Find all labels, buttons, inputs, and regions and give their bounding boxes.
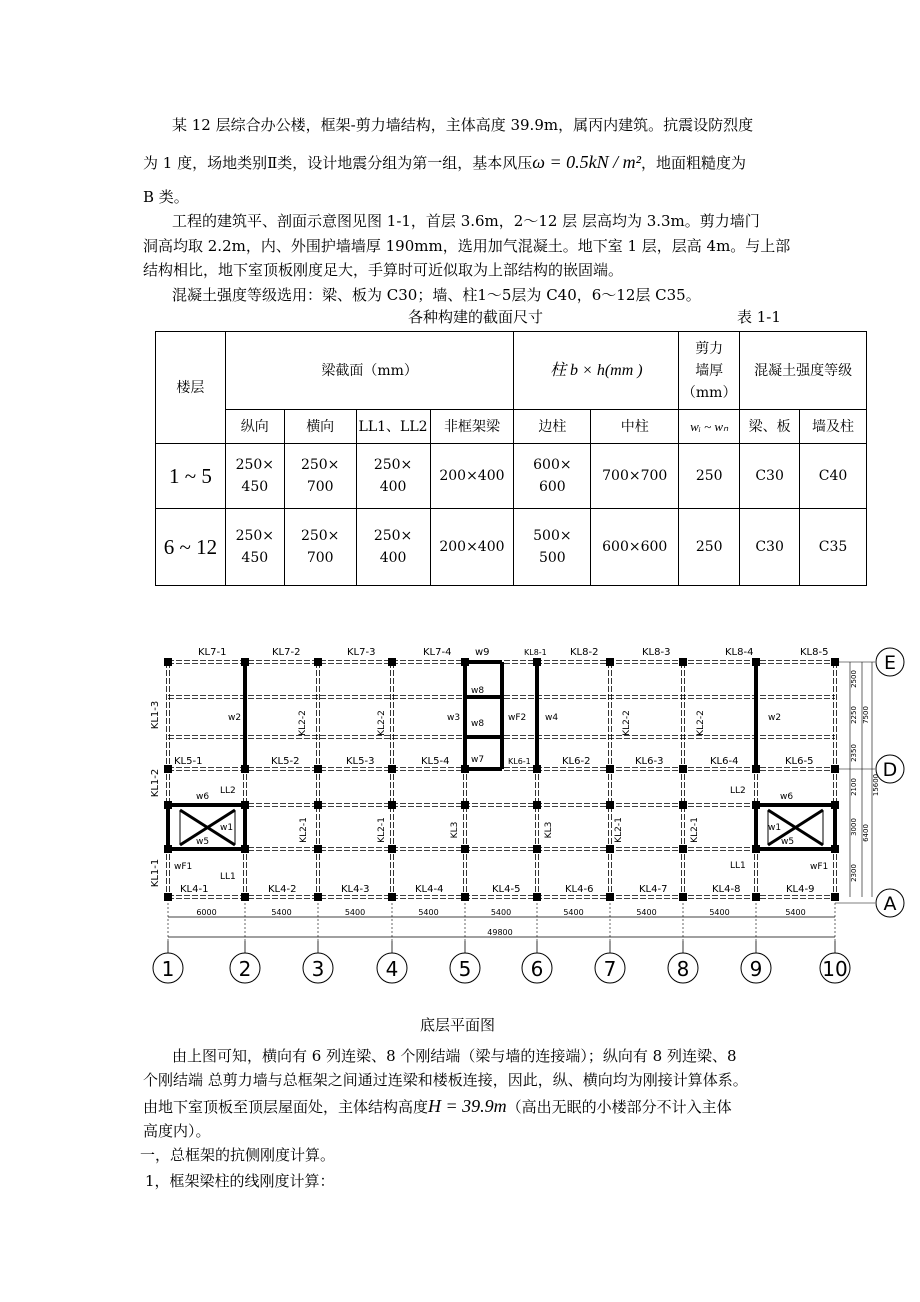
column-square [388, 658, 396, 666]
span-dimension: 6000 [196, 908, 217, 917]
column-square [606, 658, 614, 666]
beam-label-top: KL7-4 [423, 647, 452, 658]
axis-number: 7 [603, 957, 617, 981]
beam-label-top: KL8-1 [524, 648, 547, 657]
span-dimension: 5400 [490, 908, 512, 917]
right-dimension: 7500 [862, 706, 870, 724]
wall-label: LL2 [730, 786, 746, 796]
wall-label: w2 [768, 713, 782, 723]
column-square [533, 765, 541, 773]
column-square [831, 801, 839, 809]
wall-label: w7 [471, 755, 485, 765]
outro-line: 个刚结端 总剪力墙与总框架之间通过连梁和楼板连接，因此，纵、横向均为刚接计算体系。 [143, 1071, 748, 1089]
span-dimension: 5400 [418, 908, 439, 917]
column-square [752, 658, 760, 666]
column-square [679, 658, 687, 666]
section-size-table [155, 331, 867, 586]
table-cell: C30 [740, 509, 800, 586]
wall-label: wF1 [810, 862, 829, 872]
beam-label-bottom: KL4-2 [268, 884, 297, 895]
beam-label-mid: KL6-1 [508, 757, 531, 766]
beam-label-bottom: KL4-8 [712, 884, 741, 895]
outro-line: 高度内）。 [143, 1122, 211, 1140]
right-dimension: 2350 [850, 744, 858, 762]
column-square [461, 658, 469, 666]
side-beam-label: KL1-2 [150, 768, 161, 798]
column-square [241, 893, 249, 901]
column-square [164, 801, 172, 809]
header-beam: 梁截面（mm） [225, 332, 514, 410]
table-cell: 700×700 [591, 444, 679, 509]
intro-line: 工程的建筑平、剖面示意图见图 1-1，首层 3.6m，2～12 层 层高均为 3.3m。剪力墙门 [172, 212, 760, 230]
wall-label: w5 [781, 837, 795, 847]
floor-cell: 1 ~ 5 [156, 444, 226, 509]
beam-label-bottom: KL4-9 [786, 884, 815, 895]
right-dimension: 3000 [850, 818, 858, 836]
right-dimension: 2250 [850, 706, 858, 724]
beam-label-top: KL8-4 [725, 647, 754, 658]
transverse-beam-label: KL2-2 [377, 710, 387, 736]
wind-pressure-formula: ω = 0.5kN / m² [532, 152, 642, 172]
column-square [752, 765, 760, 773]
wall-label: LL2 [220, 786, 236, 796]
column-square [606, 893, 614, 901]
beam-label-mid: KL5-2 [271, 756, 300, 767]
beam-label-bottom: KL4-4 [415, 884, 444, 895]
axis-number: 1 [161, 957, 175, 981]
column-square [314, 801, 322, 809]
column-square [533, 801, 541, 809]
column-square [461, 893, 469, 901]
beam-label-bottom: KL4-5 [492, 884, 521, 895]
column-square [679, 845, 687, 853]
subheader: wᵢ ~ wₙ [679, 410, 740, 444]
table-cell: 600×600 [591, 509, 679, 586]
axis-number: 5 [458, 957, 472, 981]
table-number: 表 1-1 [737, 308, 781, 326]
section-heading: 一，总框架的抗侧刚度计算。 [140, 1146, 336, 1164]
right-dimension: 2300 [850, 864, 858, 882]
table-cell: 600× 600 [514, 444, 591, 509]
column-square [164, 893, 172, 901]
subheader: 中柱 [591, 410, 679, 444]
subsection-heading: 1，框架梁柱的线刚度计算： [145, 1172, 335, 1190]
column-square [679, 765, 687, 773]
column-square [388, 893, 396, 901]
span-dimension: 5400 [271, 908, 292, 917]
transverse-beam-label: KL2-1 [690, 817, 700, 843]
axis-number: 2 [238, 957, 252, 981]
right-dimension: 2500 [850, 670, 858, 688]
column-square [533, 845, 541, 853]
column-square [533, 893, 541, 901]
column-square [314, 845, 322, 853]
subheader: 非框架梁 [430, 410, 514, 444]
subheader: 横向 [284, 410, 356, 444]
axis-number: 9 [749, 957, 763, 981]
span-dimension: 5400 [344, 908, 366, 917]
table-cell: 250× 400 [356, 444, 430, 509]
column-square [461, 765, 469, 773]
column-square [679, 801, 687, 809]
column-square [752, 845, 760, 853]
beam-label-mid: KL5-3 [346, 756, 375, 767]
beam-label-top: KL8-5 [800, 647, 829, 658]
transverse-beam-label: KL3 [544, 821, 554, 839]
floor-plan-drawing [140, 635, 910, 995]
beam-label-bottom: KL4-7 [639, 884, 668, 895]
wall-label: w2 [228, 713, 242, 723]
plan-caption: 底层平面图 [420, 1016, 496, 1034]
header-wall: 剪力 墙厚 （mm） [679, 332, 740, 410]
wall-label: w5 [196, 837, 210, 847]
subheader: 墙及柱 [800, 410, 867, 444]
column-square [606, 765, 614, 773]
column-square [164, 765, 172, 773]
transverse-beam-label: KL2-1 [614, 817, 624, 843]
intro-line: 结构相比，地下室顶板刚度足大，手算时可近似取为上部结构的嵌固端。 [143, 261, 624, 279]
right-dimension: 15600 [872, 773, 880, 797]
column-square [831, 845, 839, 853]
column-square [164, 845, 172, 853]
table-cell: 200×400 [430, 509, 514, 586]
axis-number: 3 [311, 957, 325, 981]
column-square [241, 845, 249, 853]
column-square [831, 765, 839, 773]
axis-number: 6 [530, 957, 544, 981]
beam-label-top: KL8-3 [642, 647, 671, 658]
column-square [241, 765, 249, 773]
wall-label: w4 [545, 713, 559, 723]
span-dimension: 5400 [563, 908, 584, 917]
side-beam-label: KL1-3 [150, 700, 161, 730]
wall-label: w6 [196, 792, 210, 802]
wall-label: LL1 [730, 861, 746, 871]
transverse-beam-label: KL2-2 [622, 710, 632, 736]
column-square [533, 658, 541, 666]
floor-cell: 6 ~ 12 [156, 509, 226, 586]
beam-label-top: KL7-1 [198, 647, 227, 658]
outro-line: 由地下室顶板至顶层屋面处，主体结构高度H = 39.9m（高出无眠的小楼部分不计入主体 [143, 1096, 732, 1116]
column-square [388, 801, 396, 809]
column-square [241, 658, 249, 666]
column-square [752, 801, 760, 809]
beam-label-bottom: KL4-6 [565, 884, 594, 895]
column-square [831, 893, 839, 901]
wall-label: w8 [471, 686, 485, 696]
column-square [388, 845, 396, 853]
height-formula: H = 39.9m [428, 1096, 507, 1116]
transverse-beam-label: KL2-1 [299, 817, 309, 843]
right-dimension: 6400 [862, 824, 870, 842]
intro-line: 洞高均取 2.2m，内、外围护墙墙厚 190mm，选用加气混凝土。地下室 1 层，层高 4m。与上部 [143, 237, 791, 255]
header-concrete: 混凝土强度等级 [740, 332, 867, 410]
wall-label: w8 [471, 719, 485, 729]
beam-label-mid: KL6-5 [785, 756, 814, 767]
span-dimension: 5400 [785, 908, 806, 917]
table-cell: 250× 450 [225, 444, 284, 509]
axis-number: 4 [385, 957, 399, 981]
column-square [679, 893, 687, 901]
beam-label-top: KL8-2 [570, 647, 599, 658]
span-dimension: 5400 [636, 908, 657, 917]
table-cell: 250× 450 [225, 509, 284, 586]
table-cell: C30 [740, 444, 800, 509]
column-square [606, 845, 614, 853]
right-dimension: 2100 [850, 778, 858, 796]
wall-label: w1 [220, 823, 234, 833]
axis-letter: E [883, 652, 897, 674]
table-cell: 250 [679, 509, 740, 586]
column-square [314, 893, 322, 901]
table-title: 各种构建的截面尺寸 [408, 308, 544, 326]
wall-label: w6 [780, 792, 794, 802]
axis-letter: A [883, 893, 897, 915]
subheader: 纵向 [225, 410, 284, 444]
subheader: 边柱 [514, 410, 591, 444]
column-square [388, 765, 396, 773]
beam-label-mid: KL6-2 [562, 756, 591, 767]
table-cell: 200×400 [430, 444, 514, 509]
column-square [606, 801, 614, 809]
total-dimension: 49800 [487, 928, 513, 937]
wall-label: w1 [768, 823, 782, 833]
transverse-beam-label: KL2-2 [696, 710, 706, 736]
side-beam-label: KL1-1 [150, 858, 161, 888]
wall-label: wF2 [508, 713, 527, 723]
table-cell: C40 [800, 444, 867, 509]
intro-line: 为 1 度，场地类别Ⅱ类，设计地震分组为第一组，基本风压ω = 0.5kN / m²，地面粗糙度为 [143, 152, 747, 172]
transverse-beam-label: KL2-1 [377, 817, 387, 843]
table-row [156, 444, 867, 509]
beam-label-top: w9 [475, 647, 490, 658]
intro-line: 混凝土强度等级选用：梁、板为 C30；墙、柱1～5层为 C40，6～12层 C35。 [172, 286, 701, 304]
table-cell: 250× 400 [356, 509, 430, 586]
subheader: 梁、板 [740, 410, 800, 444]
beam-label-bottom: KL4-1 [180, 884, 209, 895]
axis-letter: D [882, 759, 898, 781]
axis-number: 8 [676, 957, 690, 981]
table-cell: 500× 500 [514, 509, 591, 586]
column-square [461, 801, 469, 809]
header-floor: 楼层 [156, 332, 226, 444]
span-dimension: 5400 [709, 908, 730, 917]
beam-label-top: KL7-3 [347, 647, 376, 658]
column-square [314, 658, 322, 666]
beam-label-mid: KL5-1 [174, 756, 203, 767]
table-cell: C35 [800, 509, 867, 586]
beam-label-bottom: KL4-3 [341, 884, 370, 895]
column-square [752, 893, 760, 901]
transverse-beam-label: KL2-2 [298, 710, 308, 736]
beam-label-mid: KL6-4 [710, 756, 739, 767]
header-column: 柱 b × h(mm ) [514, 332, 679, 410]
column-square [164, 658, 172, 666]
wall-label: w3 [447, 713, 461, 723]
table-cell: 250× 700 [284, 444, 356, 509]
column-square [314, 765, 322, 773]
beam-label-mid: KL5-4 [421, 756, 450, 767]
wall-label: wF1 [174, 862, 193, 872]
intro-line: 某 12 层综合办公楼，框架-剪力墙结构，主体高度 39.9m，属丙内建筑。抗震设防烈度 [172, 116, 754, 134]
subheader: LL1、LL2 [356, 410, 430, 444]
column-square [241, 801, 249, 809]
table-cell: 250 [679, 444, 740, 509]
beam-label-mid: KL6-3 [635, 756, 664, 767]
axis-number: 10 [822, 957, 848, 981]
column-square [831, 658, 839, 666]
wall-label: LL1 [220, 872, 236, 882]
table-cell: 250× 700 [284, 509, 356, 586]
outro-line: 由上图可知，横向有 6 列连梁、8 个刚结端（梁与墙的连接端）；纵向有 8 列连梁、8 [172, 1047, 737, 1065]
intro-line: B 类。 [143, 188, 189, 206]
beam-label-top: KL7-2 [272, 647, 301, 658]
table-row [156, 509, 867, 586]
transverse-beam-label: KL3 [450, 821, 460, 839]
column-square [461, 845, 469, 853]
